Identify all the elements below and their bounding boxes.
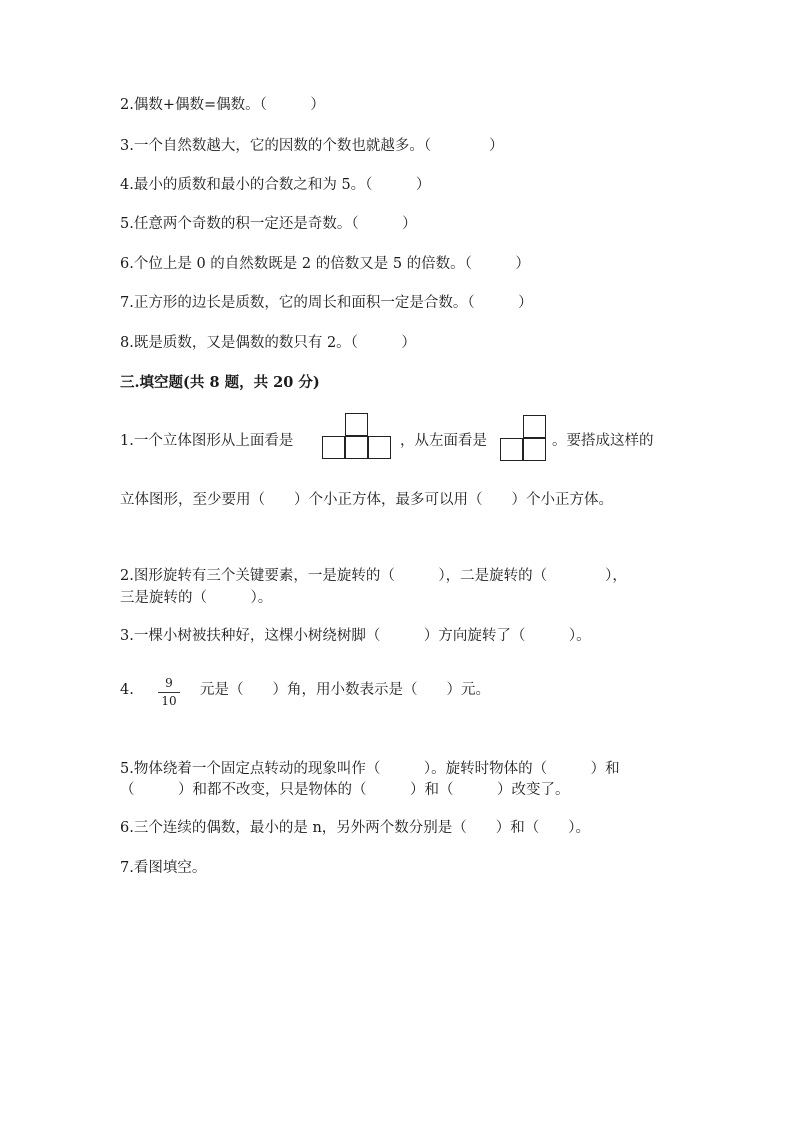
fraction xyxy=(158,676,180,709)
fill-q5-line2: （ ）和都不改变，只是物体的（ ）和（ ）改变了。 xyxy=(120,782,570,798)
top-view-figure xyxy=(322,413,394,461)
fill-q1-line2: 立体图形，至少要用（ ）个小正方体，最多可以用（ ）个小正方体。 xyxy=(120,492,613,508)
left-view-cell xyxy=(500,438,523,461)
fill-q7: 7.看图填空。 xyxy=(120,860,207,876)
fraction-denominator: 10 xyxy=(161,694,177,708)
fill-q1-part-b: ，从左面看是 xyxy=(400,433,487,449)
q8-judgment: 8.既是质数，又是偶数的数只有 2。（ ） xyxy=(120,335,416,351)
q6-judgment: 6.个位上是 0 的自然数既是 2 的倍数又是 5 的倍数。（ ） xyxy=(120,256,530,272)
fill-q2-line2: 三是旋转的（ ）。 xyxy=(120,590,273,606)
fraction-bar xyxy=(158,692,180,693)
q5-judgment: 5.任意两个奇数的积一定还是奇数。（ ） xyxy=(120,216,417,232)
q7-judgment: 7.正方形的边长是质数，它的周长和面积一定是合数。（ ） xyxy=(120,295,533,311)
fill-q5-line1: 5.物体绕着一个固定点转动的现象叫作（ ）。旋转时物体的（ ）和 xyxy=(120,761,620,777)
q4-judgment: 4.最小的质数和最小的合数之和为 5。（ ） xyxy=(120,177,431,193)
fill-q4-rest: 元是（ ）角，用小数表示是（ ）元。 xyxy=(200,682,490,698)
fill-q1-part-a: 1.一个立体图形从上面看是 xyxy=(120,433,294,449)
q2-judgment: 2.偶数+偶数=偶数。（ ） xyxy=(120,97,325,113)
fraction-numerator: 9 xyxy=(165,676,173,690)
top-view-cell xyxy=(368,436,391,459)
left-view-cell xyxy=(523,438,546,461)
q3-judgment: 3.一个自然数越大，它的因数的个数也就越多。（ ） xyxy=(120,138,504,154)
fill-q4-label: 4. xyxy=(120,682,134,698)
top-view-cell xyxy=(345,436,368,459)
top-view-cell xyxy=(345,413,368,436)
fill-q1-part-c: 。要搭成这样的 xyxy=(552,433,654,449)
left-view-cell xyxy=(523,415,546,438)
section-heading: 三.填空题(共 8 题，共 20 分) xyxy=(120,374,320,391)
top-view-cell xyxy=(322,436,345,459)
fill-q3: 3.一棵小树被扶种好，这棵小树绕树脚（ ）方向旋转了（ ）。 xyxy=(120,628,591,644)
fill-q6: 6.三个连续的偶数，最小的是 n，另外两个数分别是（ ）和（ ）。 xyxy=(120,820,591,836)
left-view-figure xyxy=(500,415,548,463)
fill-q2-line1: 2.图形旋转有三个关键要素，一是旋转的（ ），二是旋转的（ ）， xyxy=(120,568,627,584)
